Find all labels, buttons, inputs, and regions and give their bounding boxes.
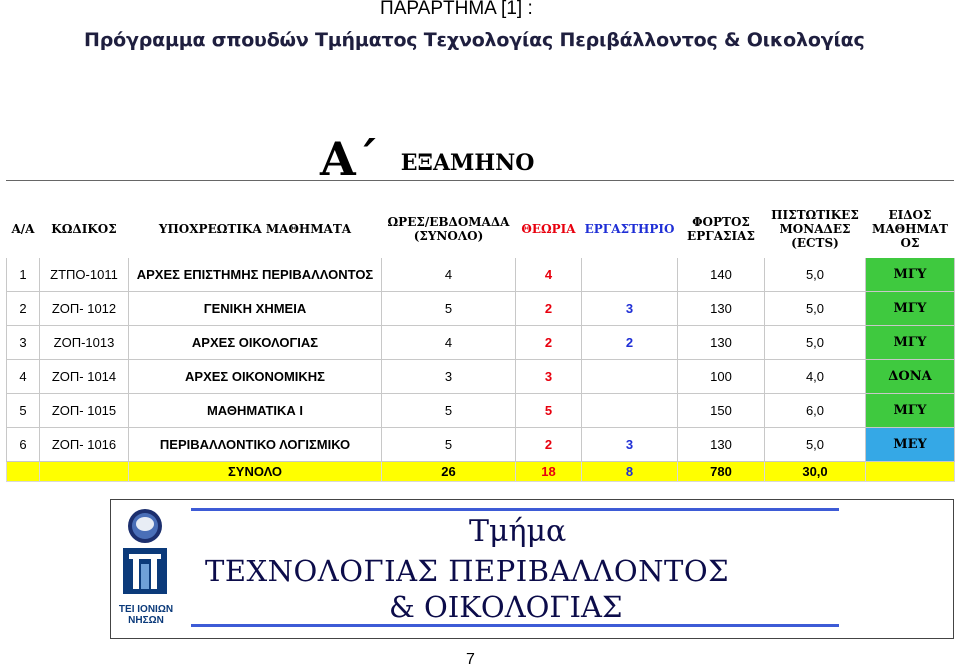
cell-ects: 5,0: [765, 326, 866, 360]
banner-bottom-rule: [191, 624, 839, 627]
table-header-row: [7, 201, 955, 258]
cell-code: ΖΟΠ-1013: [40, 326, 129, 360]
table-row: [7, 258, 955, 292]
cell-aa: 3: [7, 326, 40, 360]
cell-course-type: ΜΕΥ: [866, 428, 955, 462]
total-lab: 8: [582, 462, 678, 482]
cell-course-type: ΜΓΥ: [866, 394, 955, 428]
logo-name: ΤΕΙ ΙΟΝΙΩΝ ΝΗΣΩΝ: [118, 604, 174, 626]
cell-theory: 2: [516, 292, 582, 326]
page-number: 7: [466, 651, 475, 668]
cell-course-name: ΜΑΘΗΜΑΤΙΚΑ Ι: [129, 394, 382, 428]
cell-lab: 3: [582, 428, 678, 462]
cell-course-type: ΜΓΥ: [866, 326, 955, 360]
header-lab: ΕΡΓΑΣΤΗΡΙΟ: [582, 201, 678, 258]
cell-course-name: ΠΕΡΙΒΑΛΛΟΝΤΙΚΟ ΛΟΓΙΣΜΙΚΟ: [129, 428, 382, 462]
header-hours: ΩΡΕΣ/ΕΒΔΟΜΑΔΑ (ΣΥΝΟΛΟ): [382, 201, 516, 258]
table-row: [7, 394, 955, 428]
semester-heading: [320, 122, 535, 186]
cell-lab: [582, 258, 678, 292]
header-name: ΥΠΟΧΡΕΩΤΙΚΑ ΜΑΘΗΜΑΤΑ: [129, 201, 382, 258]
cell-ects: 4,0: [765, 360, 866, 394]
cell-course-name: ΑΡΧΕΣ ΕΠΙΣΤΗΜΗΣ ΠΕΡΙΒΑΛΛΟΝΤΟΣ: [129, 258, 382, 292]
cell-code: ΖΤΠΟ-1011: [40, 258, 129, 292]
cell-lab: 2: [582, 326, 678, 360]
cell-lab: [582, 360, 678, 394]
header-code: ΚΩΔΙΚΟΣ: [40, 201, 129, 258]
cell-course-name: ΑΡΧΕΣ ΟΙΚΟΝΟΜΙΚΗΣ: [129, 360, 382, 394]
cell-ects: 5,0: [765, 258, 866, 292]
table-row: [7, 428, 955, 462]
cell-theory: 2: [516, 326, 582, 360]
cell-hours: 5: [382, 394, 516, 428]
total-cell-empty: [40, 462, 129, 482]
cell-code: ΖΟΠ- 1015: [40, 394, 129, 428]
cell-code: ΖΟΠ- 1016: [40, 428, 129, 462]
department-name-line2: & ΟΙΚΟΛΟΓΙΑΣ: [389, 590, 623, 624]
document-heading: ΠΑΡΑΡΤΗΜΑ [1] :: [380, 0, 533, 19]
semester-letter: Α΄: [320, 132, 379, 186]
cell-theory: 3: [516, 360, 582, 394]
department-word: Τμήμα: [469, 514, 567, 549]
total-ects: 30,0: [765, 462, 866, 482]
banner-top-rule: [191, 508, 839, 511]
table-top-rule: [6, 180, 954, 181]
table-row: [7, 326, 955, 360]
cell-theory: 2: [516, 428, 582, 462]
header-type: ΕΙΔΟΣ ΜΑΘΗΜΑΤ ΟΣ: [866, 201, 955, 258]
total-cell-empty: [7, 462, 40, 482]
total-hours: 26: [382, 462, 516, 482]
cell-ects: 5,0: [765, 292, 866, 326]
header-theory: ΘΕΩΡΙΑ: [516, 201, 582, 258]
department-banner: [110, 499, 954, 639]
cell-aa: 2: [7, 292, 40, 326]
header-ects: ΠΙΣΤΩΤΙΚΕΣ ΜΟΝΑΔΕΣ (ECTS): [765, 201, 866, 258]
total-theory: 18: [516, 462, 582, 482]
cell-workload: 130: [678, 326, 765, 360]
cell-course-type: ΔΟΝΑ: [866, 360, 955, 394]
cell-hours: 3: [382, 360, 516, 394]
cell-hours: 4: [382, 258, 516, 292]
cell-aa: 4: [7, 360, 40, 394]
program-title: Πρόγραμμα σπουδών Τμήματος Τεχνολογίας Περιβάλλοντος & Οικολογίας: [84, 29, 865, 51]
cell-ects: 6,0: [765, 394, 866, 428]
header-workload: ΦΟΡΤΟΣ ΕΡΓΑΣΙΑΣ: [678, 201, 765, 258]
header-aa: Α/Α: [7, 201, 40, 258]
cell-lab: [582, 394, 678, 428]
cell-hours: 5: [382, 428, 516, 462]
cell-code: ΖΟΠ- 1014: [40, 360, 129, 394]
cell-course-type: ΜΓΥ: [866, 258, 955, 292]
cell-aa: 5: [7, 394, 40, 428]
cell-course-name: ΑΡΧΕΣ ΟΙΚΟΛΟΓΙΑΣ: [129, 326, 382, 360]
total-cell-empty: [866, 462, 955, 482]
course-table: [6, 200, 955, 482]
table-row: [7, 292, 955, 326]
table-row: [7, 360, 955, 394]
cell-theory: 4: [516, 258, 582, 292]
cell-workload: 100: [678, 360, 765, 394]
cell-code: ΖΟΠ- 1012: [40, 292, 129, 326]
cell-aa: 1: [7, 258, 40, 292]
cell-ects: 5,0: [765, 428, 866, 462]
total-row: [7, 462, 955, 482]
cell-theory: 5: [516, 394, 582, 428]
cell-course-name: ΓΕΝΙΚΗ ΧΗΜΕΙΑ: [129, 292, 382, 326]
cell-workload: 150: [678, 394, 765, 428]
cell-workload: 140: [678, 258, 765, 292]
cell-hours: 4: [382, 326, 516, 360]
tei-ionian-islands-logo-icon: [115, 506, 175, 602]
total-workload: 780: [678, 462, 765, 482]
cell-aa: 6: [7, 428, 40, 462]
cell-lab: 3: [582, 292, 678, 326]
cell-workload: 130: [678, 292, 765, 326]
cell-workload: 130: [678, 428, 765, 462]
total-label: ΣΥΝΟΛΟ: [129, 462, 382, 482]
cell-hours: 5: [382, 292, 516, 326]
semester-word: ΕΞΑΜΗΝΟ: [400, 150, 535, 176]
cell-course-type: ΜΓΥ: [866, 292, 955, 326]
department-name-line1: ΤΕΧΝΟΛΟΓΙΑΣ ΠΕΡΙΒΑΛΛΟΝΤΟΣ: [205, 554, 730, 588]
